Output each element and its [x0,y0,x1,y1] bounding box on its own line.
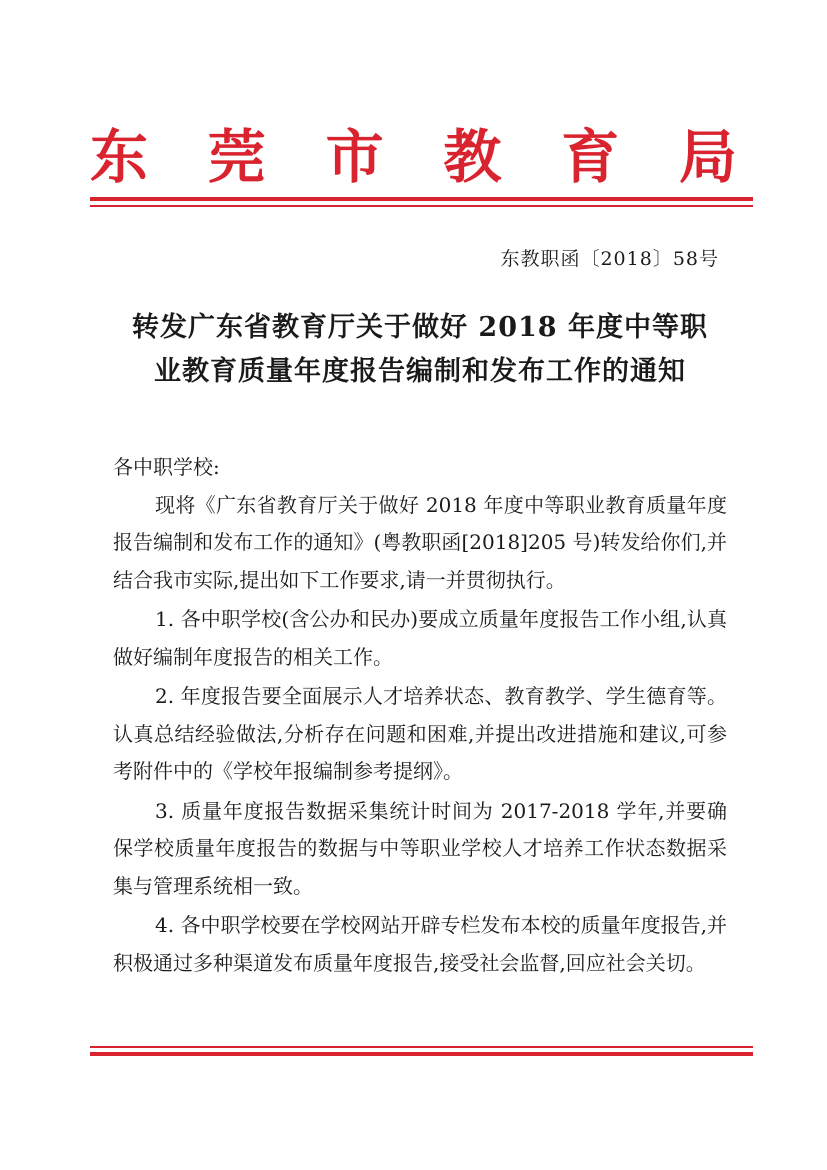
intro-paragraph: 现将《广东省教育厅关于做好 2018 年度中等职业教育质量年度报告编制和发布工作的通知》(粤教职函[2018]205 号)转发给你们,并结合我市实际,提出如下工作要求,请一并贯彻执行。 [113,492,727,592]
letterhead-divider-thin [90,205,753,207]
requirement-item-1: 1. 各中职学校(含公办和民办)要成立质量年度报告工作小组,认真做好编制年度报告的相关工作。 [113,607,727,669]
letterhead-char: 局 [678,123,737,191]
document-body [113,449,727,982]
letterhead-divider-thick [90,197,753,201]
letterhead-char: 市 [325,123,384,191]
requirement-item-4: 4. 各中职学校要在学校网站开辟专栏发布本校的质量年度报告,并积极通过多种渠道发布质量年度报告,接受社会监督,回应社会关切。 [113,913,727,975]
footer-divider-thin [90,1046,753,1048]
salutation: 各中职学校: [113,455,220,479]
letterhead-char: 育 [561,123,620,191]
letterhead-char: 东 [90,123,149,191]
letterhead-title [90,118,737,196]
requirement-item-2: 2. 年度报告要全面展示人才培养状态、教育教学、学生德育等。认真总结经验做法,分析存在问题和困难,并提出改进措施和建议,可参考附件中的《学校年报编制参考提纲》。 [113,684,727,783]
heading-line-2: 业教育质量年度报告编制和发布工作的通知 [154,356,686,387]
document-number: 东教职函〔2018〕58号 [500,248,719,270]
heading-line-1: 转发广东省教育厅关于做好 2018 年度中等职 [132,312,708,343]
document-heading [100,306,740,394]
letterhead-char: 莞 [207,123,266,191]
letterhead-char: 教 [443,123,502,191]
requirement-item-3: 3. 质量年度报告数据采集统计时间为 2017-2018 学年,并要确保学校质量年度报告的数据与中等职业学校人才培养工作状态数据采集与管理系统相一致。 [113,798,727,898]
footer-divider-thick [90,1052,753,1056]
